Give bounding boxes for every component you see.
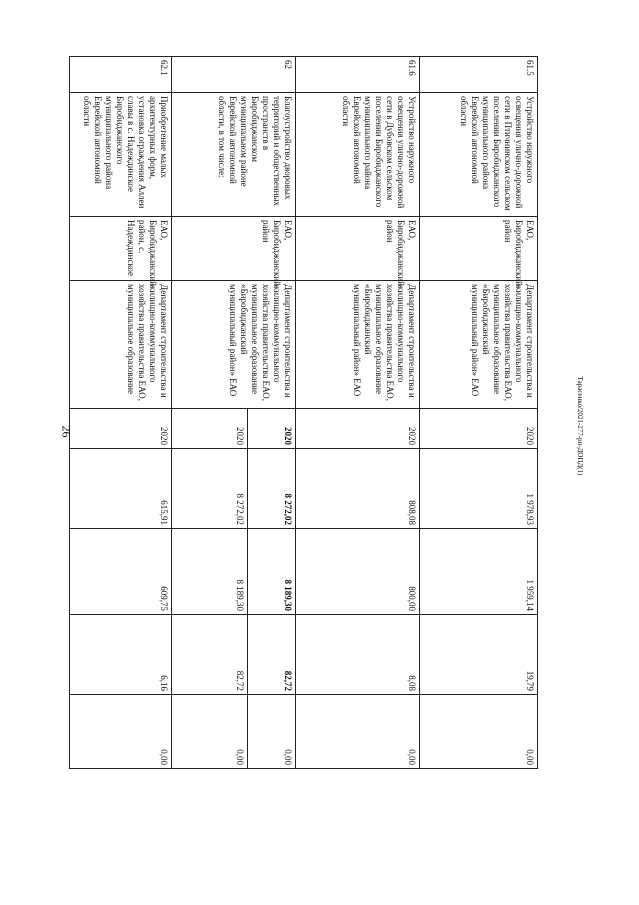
value-regional: 8,08: [296, 615, 420, 695]
page-number: 26: [59, 425, 74, 438]
value-regional: 6,16: [70, 615, 172, 695]
measure-name: Устройство наружного освещения улично-дорожной сети в Дубовском сельском поселении Биробиджанского муниципального района Еврейской автономной области: [296, 93, 420, 217]
executor: Департамент строительства и жилищно-коммунального хозяйства правительства ЕАО, муниципальное образование: [70, 281, 172, 409]
year: 2020: [248, 409, 296, 449]
row-number: 61.6: [296, 57, 420, 93]
value-federal: 609,75: [70, 529, 172, 615]
row-number: 61.5: [420, 57, 538, 93]
value-regional: 19,79: [420, 615, 538, 695]
location: ЕАО, Биробиджанский район, с. Надеждинское: [70, 217, 172, 281]
value-federal: 1 959,14: [420, 529, 538, 615]
value-total: 8 272,02: [248, 449, 296, 529]
value-federal: 8 189,30: [248, 529, 296, 615]
footer-code: Тарасенко/2021-277-рп-ДОПД(1): [576, 376, 584, 476]
year: 2020: [70, 409, 172, 449]
row-number: 62: [172, 57, 296, 93]
executor: Департамент строительства и жилищно-коммунального хозяйства правительства ЕАО, муниципальное образование «Биробиджанский муниципальный район» ЕАО: [420, 281, 538, 409]
table-row: [70, 57, 172, 769]
location: ЕАО, Биробиджанский район: [172, 217, 296, 281]
rotated-table-container: [70, 56, 538, 768]
value-local: 0,00: [172, 695, 248, 769]
value-local: 0,00: [420, 695, 538, 769]
executor: Департамент строительства и жилищно-коммунального хозяйства правительства ЕАО, муниципальное образование «Биробиджанский муниципальный район» ЕАО: [172, 281, 296, 409]
table-row: [296, 57, 420, 769]
year: 2020: [172, 409, 248, 449]
executor: Департамент строительства и жилищно-коммунального хозяйства правительства ЕАО, муниципальное образование «Биробиджанский муниципальный район» ЕАО: [296, 281, 420, 409]
value-regional: 82,72: [172, 615, 248, 695]
value-federal: 8 189,30: [172, 529, 248, 615]
value-local: 0,00: [248, 695, 296, 769]
value-local: 0,00: [70, 695, 172, 769]
value-total: 615,91: [70, 449, 172, 529]
location: ЕАО, Биробиджанский район: [420, 217, 538, 281]
value-regional: 82,72: [248, 615, 296, 695]
table-row: [420, 57, 538, 769]
program-table: [69, 56, 538, 769]
value-local: 0,00: [296, 695, 420, 769]
year: 2020: [420, 409, 538, 449]
measure-name: Приобретение малых архитектурных форм, установка ограждения Аллеи славы в с. Надеждинское Биробиджанского муниципального района Еврейской автономной области: [70, 93, 172, 217]
value-total: 8 272,02: [172, 449, 248, 529]
value-total: 1 978,93: [420, 449, 538, 529]
row-number: 62.1: [70, 57, 172, 93]
value-federal: 800,00: [296, 529, 420, 615]
measure-name: Благоустройство дворовых территорий и общественных пространств в Биробиджанском муниципальном районе Еврейской автономной области, в том числе:: [172, 93, 296, 217]
year: 2020: [296, 409, 420, 449]
table-row: [248, 57, 296, 769]
measure-name: Устройство наружного освещения улично-дорожной сети в Птичнинском сельском поселении Биробиджанского муниципального района Еврейской автономной области: [420, 93, 538, 217]
location: ЕАО, Биробиджанский район: [296, 217, 420, 281]
value-total: 808,08: [296, 449, 420, 529]
